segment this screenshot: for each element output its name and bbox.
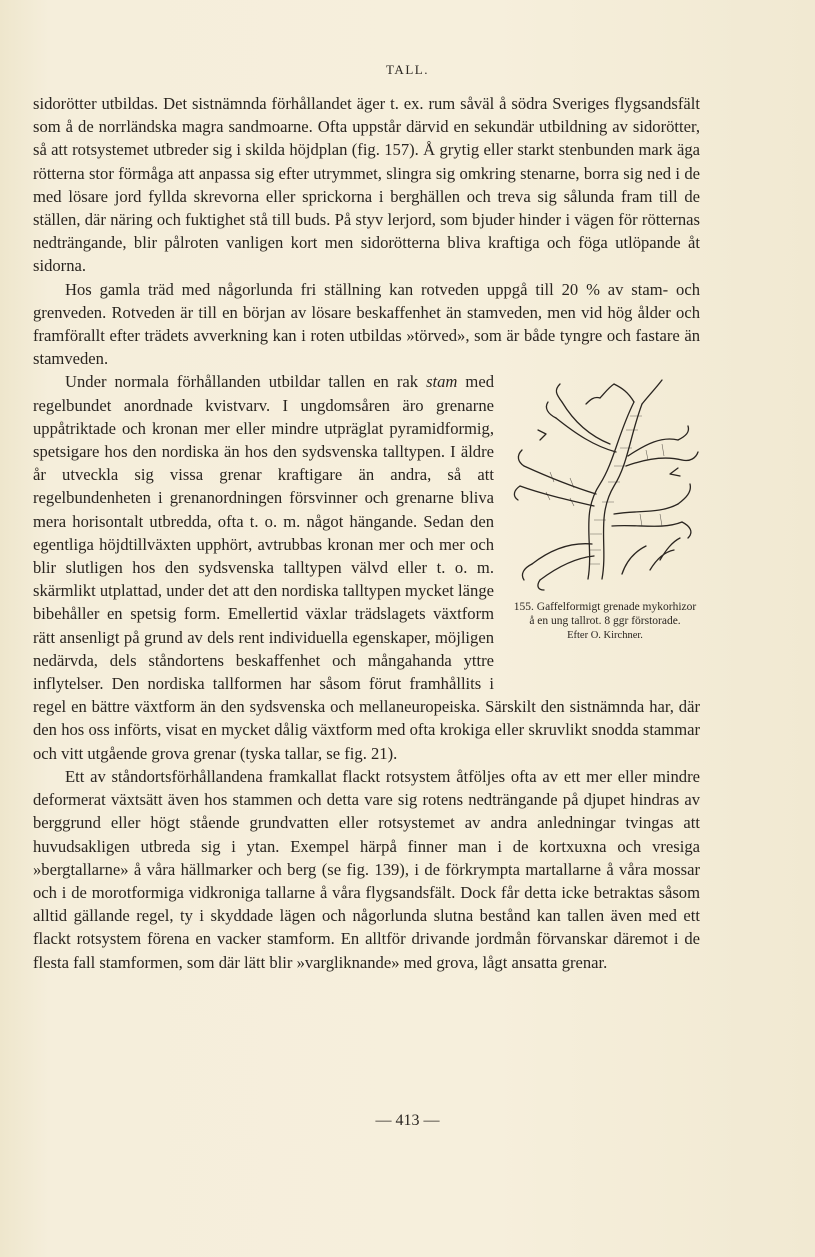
figure-155 — [510, 374, 700, 674]
running-head: TALL. — [386, 62, 429, 77]
term-stam: stam — [426, 372, 458, 392]
paragraph-1: sidorötter utbildas. Det sistnämnda förhållandet äger t. ex. rum såväl å södra Sveriges flygsandsfält som å de norrländska magra sandmoarne. Ofta uppstår därvid en sekundär utbildning av sidorötter, så att rotsystemet utbreder sig i skilda höjdplan (fig. 157). Å grytig eller starkt stenbunden mark äga rötterna stor förmåga att anpassa sig efter utrymmet, slingra sig omkring stenarne, borra sig ned i de med lösare jord fyllda skrevorna eller sprickorna i berghällen och treva sig sålunda fram till de ställen, där näring och fuktighet stå till buds. På styv lerjord, som bjuder hinder i vägen för rötternas nedträngande, blir pålroten vanligen kort men sidorötterna bliva kraftiga och föga utlöpande åt sidorna. — [33, 94, 700, 276]
body-text — [33, 92, 700, 974]
page-number: — 413 — — [375, 1112, 440, 1129]
paragraph-3-start: Under normala förhållanden utbildar tallen en rak — [65, 372, 427, 392]
caption-text: 155. Gaffelformigt grenade mykorhizor å en ung tallrot. 8 ggr förstorade. — [513, 601, 697, 628]
paragraph-2: Hos gamla träd med någorlunda fri ställning kan rotveden uppgå till 20 % av stam- och grenveden. Rotveden är till en början av lösare beskaffenhet än stamveden, men vid hög ålder och framförallt efter trädets avverkning kan i roten utbildas »törved», som är både tyngre och fastare än stamveden. — [33, 279, 700, 369]
figure-caption — [510, 600, 700, 643]
paragraph-4: Ett av ståndortsförhållandena framkallat flackt rotsystem åtföljes ofta av ett mer eller mindre deformerat växtsätt även hos stammen och detta vare sig rotens nedträngande på djupet hindras av berggrund eller högt stående grundvatten eller rotsystemet av andra anledningar tvingas att huvudsakligen utbreda sig i ytan. Exempel härpå finner man i de kortxuxna och vresiga »bergtallarne» å våra hällmarker och berg (se fig. 139), i de förkrympta martallarne å våra mossar och i de morotformiga vidkroniga tallarne å våra flygsandsfält. Dock får detta icke betraktas såsom alltid gällande regel, ty i skyddade lägen och någorlunda slutna bestånd kan tallen även med ett flackt rotsystem förena en vacker stamform. En alltför drivande jordmån förvanskar däremot i de flesta fall stamformen, som där lätt blir »vargliknande» med grova, lågt ansatta grenar. — [33, 766, 700, 972]
caption-credit: Efter O. Kirchner. — [567, 630, 643, 642]
mycorrhiza-illustration — [510, 374, 700, 594]
paragraph-3-rest: med regelbundet anordnade kvistvarv. I ungdomsåren äro grenarne uppåtriktade och kronan mer eller mindre utpräglat pyramidformig, spetsigare hos den nordiska än hos den sydsvenska talltypen. I äldre år utveckla sig vissa grenar kraftigare än andra, så att regelbundenheten i grenanordningen försvinner och grenarne bliva mera horisontalt utbredda, ofta t. o. m. något hängande. Sedan den egentliga höjdtillväxten upphört, avtrubbas kronan mer och mer och blir slutligen hos den sydsvenska talltypen välvd eller t. o. m. skärmlikt utplattad, under det att den nordiska talltypen mycket länge bibehåller en spetsig form. Emellertid växlar trädslagets växtform rätt ansenligt på grund av dels rent individuella egenskaper, möjligen nedärvda, dels ståndortens beskaffenhet och mångahanda yttre inflytelser. Den nordiska tallformen har såsom förut framhållits i regel en bättre växtform än den sydsvenska och mellaneuropeiska. Särskilt den sistnämnda har, där den hos oss införts, visat en mycket dålig växtform med ofta krokiga eller skruvlikt snodda stammar och vitt utgående grova grenar (tyska tallar, se fig. 21). — [33, 372, 700, 763]
